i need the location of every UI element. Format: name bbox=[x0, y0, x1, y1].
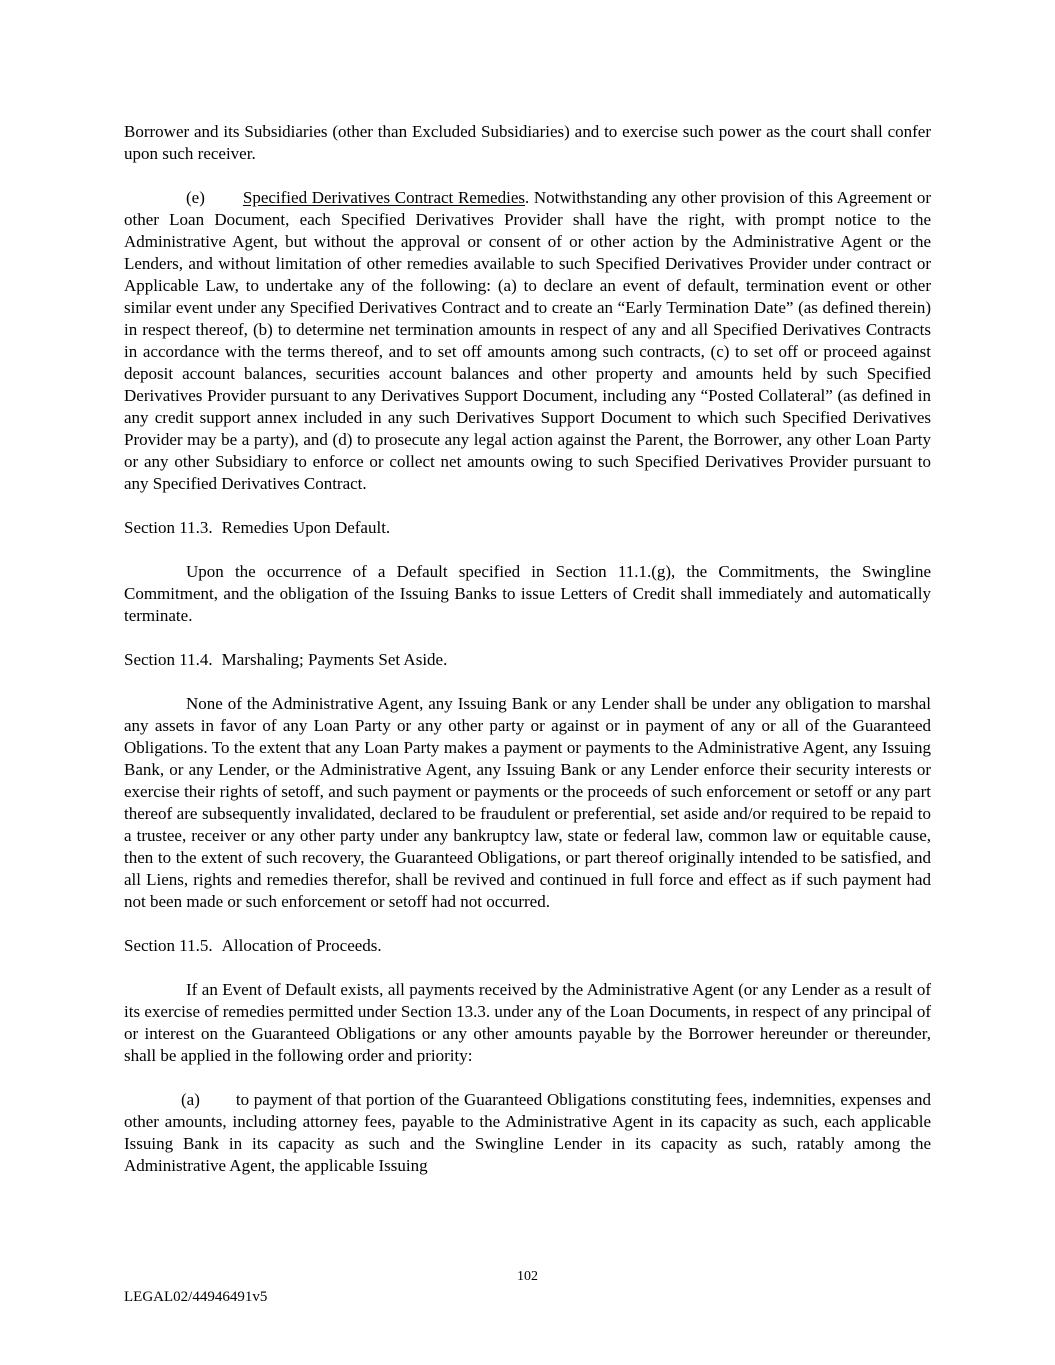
section-11-5-heading bbox=[124, 935, 931, 957]
section-11-3-number: Section 11.3. bbox=[124, 518, 213, 537]
footer-page-number: 102 bbox=[517, 1269, 538, 1284]
clause-e-label: (e) bbox=[186, 188, 205, 207]
clause-e-title: Specified Derivatives Contract Remedies bbox=[242, 188, 525, 207]
section-11-5-title: Allocation of Proceeds. bbox=[221, 936, 382, 955]
continuation-paragraph: Borrower and its Subsidiaries (other than Excluded Subsidiaries) and to exercise such power as the court shall confer upon such receiver. bbox=[124, 122, 931, 163]
section-11-4-heading bbox=[124, 649, 931, 671]
clause-e-paragraph bbox=[124, 187, 931, 495]
clause-a-paragraph bbox=[124, 1089, 931, 1177]
section-11-5-number: Section 11.5. bbox=[124, 936, 213, 955]
section-11-4-title: Marshaling; Payments Set Aside. bbox=[221, 650, 448, 669]
clause-e-body: . Notwithstanding any other provision of this Agreement or other Loan Document, each Specified Derivatives Provider shall have the right, with prompt notice to the Administrative Agent, but without the approval or consent of or other action by the Administrative Agent or the Lenders, and without limitation of other remedies available to such Specified Derivatives Provider under contract or Applicable Law, to undertake any of the following: (a) to declare an event of default, termination event or other similar event under any Specified Derivatives Contract and to create an “Early Termination Date” (as defined therein) in respect thereof, (b) to determine net termination amounts in respect of any and all Specified Derivatives Contracts in accordance with the terms thereof, and to set off amounts among such contracts, (c) to set off or proceed against deposit account balances, securities account balances and other property and amounts held by such Specified Derivatives Provider pursuant to any Derivatives Support Document, including any “Posted Collateral” (as defined in any credit support annex included in any such Derivatives Support Document to which such Specified Derivatives Provider may be a party), and (d) to prosecute any legal action against the Parent, the Borrower, any other Loan Party or any other Subsidiary to enforce or collect net amounts owing to such Specified Derivatives Provider pursuant to any Specified Derivatives Contract. bbox=[124, 188, 931, 493]
section-11-5-paragraph: If an Event of Default exists, all payments received by the Administrative Agent (or any Lender as a result of its exercise of remedies permitted under Section 13.3. under any of the Loan Documents, in respect of any principal of or interest on the Guaranteed Obligations or any other amounts payable by the Borrower hereunder or thereunder, shall be applied in the following order and priority: bbox=[124, 980, 931, 1065]
section-11-3-paragraph: Upon the occurrence of a Default specified in Section 11.1.(g), the Commitments, the Swingline Commitment, and the obligation of the Issuing Banks to issue Letters of Credit shall immediately and automatically terminate. bbox=[124, 562, 931, 625]
section-11-3-heading bbox=[124, 517, 931, 539]
section-11-3-title: Remedies Upon Default. bbox=[221, 518, 391, 537]
section-11-4-paragraph: None of the Administrative Agent, any Issuing Bank or any Lender shall be under any obligation to marshal any assets in favor of any Loan Party or any other party or against or in payment of any or all of the Guaranteed Obligations. To the extent that any Loan Party makes a payment or payments to the Administrative Agent, any Issuing Bank, or any Lender, or the Administrative Agent, any Issuing Bank or any Lender enforce their security interests or exercise their rights of setoff, and such payment or payments or the proceeds of such enforcement or setoff or any part thereof are subsequently invalidated, declared to be fraudulent or preferential, set aside and/or required to be repaid to a trustee, receiver or any other party under any bankruptcy law, state or federal law, common law or equitable cause, then to the extent of such recovery, the Guaranteed Obligations, or part thereof originally intended to be satisfied, and all Liens, rights and remedies therefor, shall be revived and continued in full force and effect as if such payment had not been made or such enforcement or setoff had not occurred. bbox=[124, 694, 931, 911]
document-content bbox=[124, 121, 931, 1199]
clause-a-body: to payment of that portion of the Guaranteed Obligations constituting fees, indemnities, expenses and other amounts, including attorney fees, payable to the Administrative Agent in its capacity as such, each applicable Issuing Bank in its capacity as such and the Swingline Lender in its capacity as such, ratably among the Administrative Agent, the applicable Issuing bbox=[124, 1090, 931, 1175]
footer-doc-id: LEGAL02/44946491v5 bbox=[124, 1289, 268, 1305]
clause-a-label: (a) bbox=[181, 1090, 200, 1109]
section-11-4-number: Section 11.4. bbox=[124, 650, 213, 669]
